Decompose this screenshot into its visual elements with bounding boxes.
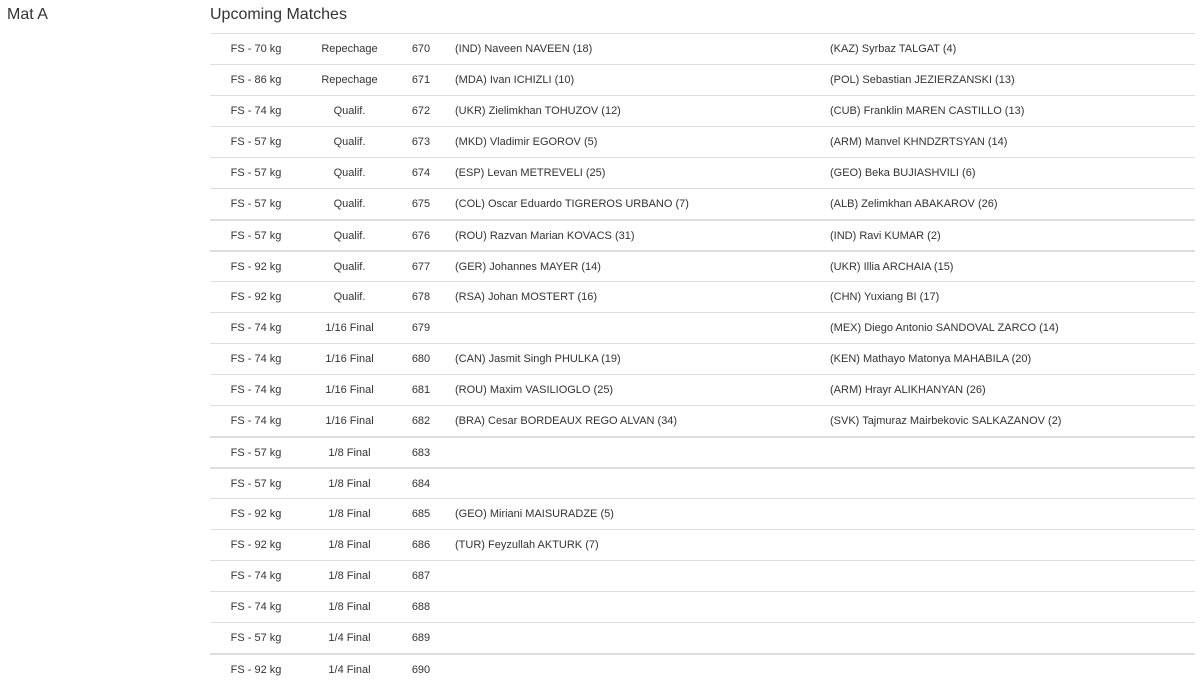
wrestler-blue-cell [830, 561, 1195, 592]
wrestler-red-cell: (BRA) Cesar BORDEAUX REGO ALVAN (34) [445, 406, 830, 438]
round-cell: Qualif. [302, 251, 397, 282]
section-title: Upcoming Matches [210, 6, 347, 24]
table-row[interactable] [210, 96, 1195, 127]
weight-category-cell: FS - 92 kg [210, 282, 302, 313]
weight-category-cell: FS - 57 kg [210, 468, 302, 499]
table-row[interactable] [210, 561, 1195, 592]
wrestler-red-cell: (MKD) Vladimir EGOROV (5) [445, 127, 830, 158]
wrestler-blue-cell [830, 468, 1195, 499]
match-number-cell: 683 [397, 437, 445, 468]
match-number-cell: 675 [397, 189, 445, 221]
wrestler-blue-cell: (UKR) Illia ARCHAIA (15) [830, 251, 1195, 282]
wrestler-blue-cell: (ALB) Zelimkhan ABAKAROV (26) [830, 189, 1195, 221]
match-number-cell: 690 [397, 654, 445, 684]
wrestler-blue-cell: (POL) Sebastian JEZIERZANSKI (13) [830, 65, 1195, 96]
wrestler-red-cell: (UKR) Zielimkhan TOHUZOV (12) [445, 96, 830, 127]
wrestler-red-cell: (MDA) Ivan ICHIZLI (10) [445, 65, 830, 96]
wrestler-blue-cell [830, 499, 1195, 530]
round-cell: 1/4 Final [302, 654, 397, 684]
round-cell: Repechage [302, 34, 397, 65]
wrestler-red-cell: (ROU) Maxim VASILIOGLO (25) [445, 375, 830, 406]
round-cell: 1/8 Final [302, 561, 397, 592]
table-row[interactable] [210, 406, 1195, 438]
match-number-cell: 678 [397, 282, 445, 313]
wrestler-blue-cell: (CHN) Yuxiang BI (17) [830, 282, 1195, 313]
table-row[interactable] [210, 158, 1195, 189]
match-number-cell: 684 [397, 468, 445, 499]
table-row[interactable] [210, 530, 1195, 561]
match-number-cell: 671 [397, 65, 445, 96]
wrestler-blue-cell [830, 437, 1195, 468]
table-row[interactable] [210, 220, 1195, 251]
wrestler-red-cell: (ROU) Razvan Marian KOVACS (31) [445, 220, 830, 251]
wrestler-red-cell [445, 313, 830, 344]
wrestler-blue-cell [830, 592, 1195, 623]
match-number-cell: 677 [397, 251, 445, 282]
table-row[interactable] [210, 65, 1195, 96]
weight-category-cell: FS - 74 kg [210, 561, 302, 592]
wrestler-blue-cell [830, 654, 1195, 684]
wrestler-blue-cell: (IND) Ravi KUMAR (2) [830, 220, 1195, 251]
weight-category-cell: FS - 57 kg [210, 437, 302, 468]
round-cell: 1/8 Final [302, 437, 397, 468]
round-cell: 1/4 Final [302, 623, 397, 655]
match-number-cell: 679 [397, 313, 445, 344]
round-cell: 1/16 Final [302, 344, 397, 375]
wrestler-blue-cell [830, 623, 1195, 655]
table-row[interactable] [210, 189, 1195, 221]
wrestler-blue-cell: (SVK) Tajmuraz Mairbekovic SALKAZANOV (2) [830, 406, 1195, 438]
weight-category-cell: FS - 92 kg [210, 530, 302, 561]
match-number-cell: 688 [397, 592, 445, 623]
mat-title: Mat A [7, 6, 48, 24]
weight-category-cell: FS - 86 kg [210, 65, 302, 96]
weight-category-cell: FS - 70 kg [210, 34, 302, 65]
round-cell: 1/8 Final [302, 468, 397, 499]
wrestler-red-cell: (COL) Oscar Eduardo TIGREROS URBANO (7) [445, 189, 830, 221]
table-row[interactable] [210, 437, 1195, 468]
table-row[interactable] [210, 499, 1195, 530]
table-row[interactable] [210, 654, 1195, 684]
wrestler-blue-cell [830, 530, 1195, 561]
round-cell: 1/8 Final [302, 499, 397, 530]
round-cell: 1/16 Final [302, 375, 397, 406]
round-cell: 1/8 Final [302, 530, 397, 561]
table-row[interactable] [210, 127, 1195, 158]
table-row[interactable] [210, 375, 1195, 406]
weight-category-cell: FS - 74 kg [210, 406, 302, 438]
wrestler-red-cell: (CAN) Jasmit Singh PHULKA (19) [445, 344, 830, 375]
match-number-cell: 685 [397, 499, 445, 530]
weight-category-cell: FS - 57 kg [210, 220, 302, 251]
match-number-cell: 689 [397, 623, 445, 655]
wrestler-blue-cell: (MEX) Diego Antonio SANDOVAL ZARCO (14) [830, 313, 1195, 344]
wrestler-red-cell [445, 623, 830, 655]
round-cell: Qualif. [302, 282, 397, 313]
wrestler-blue-cell: (CUB) Franklin MAREN CASTILLO (13) [830, 96, 1195, 127]
round-cell: 1/16 Final [302, 313, 397, 344]
wrestler-red-cell [445, 468, 830, 499]
weight-category-cell: FS - 74 kg [210, 375, 302, 406]
round-cell: 1/16 Final [302, 406, 397, 438]
weight-category-cell: FS - 74 kg [210, 344, 302, 375]
wrestler-red-cell: (RSA) Johan MOSTERT (16) [445, 282, 830, 313]
weight-category-cell: FS - 57 kg [210, 127, 302, 158]
weight-category-cell: FS - 57 kg [210, 189, 302, 221]
table-row[interactable] [210, 623, 1195, 655]
match-number-cell: 686 [397, 530, 445, 561]
round-cell: Qualif. [302, 96, 397, 127]
round-cell: 1/8 Final [302, 592, 397, 623]
weight-category-cell: FS - 74 kg [210, 313, 302, 344]
table-row[interactable] [210, 313, 1195, 344]
wrestler-red-cell [445, 437, 830, 468]
weight-category-cell: FS - 92 kg [210, 499, 302, 530]
wrestler-blue-cell: (ARM) Hrayr ALIKHANYAN (26) [830, 375, 1195, 406]
round-cell: Qualif. [302, 220, 397, 251]
table-row[interactable] [210, 34, 1195, 65]
wrestler-red-cell: (IND) Naveen NAVEEN (18) [445, 34, 830, 65]
match-number-cell: 674 [397, 158, 445, 189]
weight-category-cell: FS - 74 kg [210, 96, 302, 127]
round-cell: Qualif. [302, 127, 397, 158]
match-number-cell: 673 [397, 127, 445, 158]
table-row[interactable] [210, 468, 1195, 499]
match-number-cell: 670 [397, 34, 445, 65]
wrestler-blue-cell: (KEN) Mathayo Matonya MAHABILA (20) [830, 344, 1195, 375]
weight-category-cell: FS - 57 kg [210, 623, 302, 655]
table-row[interactable] [210, 592, 1195, 623]
table-row[interactable] [210, 282, 1195, 313]
table-row[interactable] [210, 251, 1195, 282]
wrestler-blue-cell: (KAZ) Syrbaz TALGAT (4) [830, 34, 1195, 65]
match-number-cell: 682 [397, 406, 445, 438]
wrestler-blue-cell: (ARM) Manvel KHNDZRTSYAN (14) [830, 127, 1195, 158]
weight-category-cell: FS - 92 kg [210, 251, 302, 282]
upcoming-matches-table [210, 33, 1195, 684]
wrestler-blue-cell: (GEO) Beka BUJIASHVILI (6) [830, 158, 1195, 189]
wrestler-red-cell: (GER) Johannes MAYER (14) [445, 251, 830, 282]
wrestler-red-cell [445, 592, 830, 623]
weight-category-cell: FS - 92 kg [210, 654, 302, 684]
round-cell: Repechage [302, 65, 397, 96]
wrestler-red-cell [445, 654, 830, 684]
match-number-cell: 680 [397, 344, 445, 375]
wrestler-red-cell: (GEO) Miriani MAISURADZE (5) [445, 499, 830, 530]
round-cell: Qualif. [302, 189, 397, 221]
match-number-cell: 676 [397, 220, 445, 251]
wrestler-red-cell [445, 561, 830, 592]
match-number-cell: 687 [397, 561, 445, 592]
match-number-cell: 681 [397, 375, 445, 406]
wrestler-red-cell: (TUR) Feyzullah AKTURK (7) [445, 530, 830, 561]
weight-category-cell: FS - 74 kg [210, 592, 302, 623]
table-row[interactable] [210, 344, 1195, 375]
weight-category-cell: FS - 57 kg [210, 158, 302, 189]
round-cell: Qualif. [302, 158, 397, 189]
matches-table-body [210, 34, 1195, 684]
wrestler-red-cell: (ESP) Levan METREVELI (25) [445, 158, 830, 189]
match-number-cell: 672 [397, 96, 445, 127]
